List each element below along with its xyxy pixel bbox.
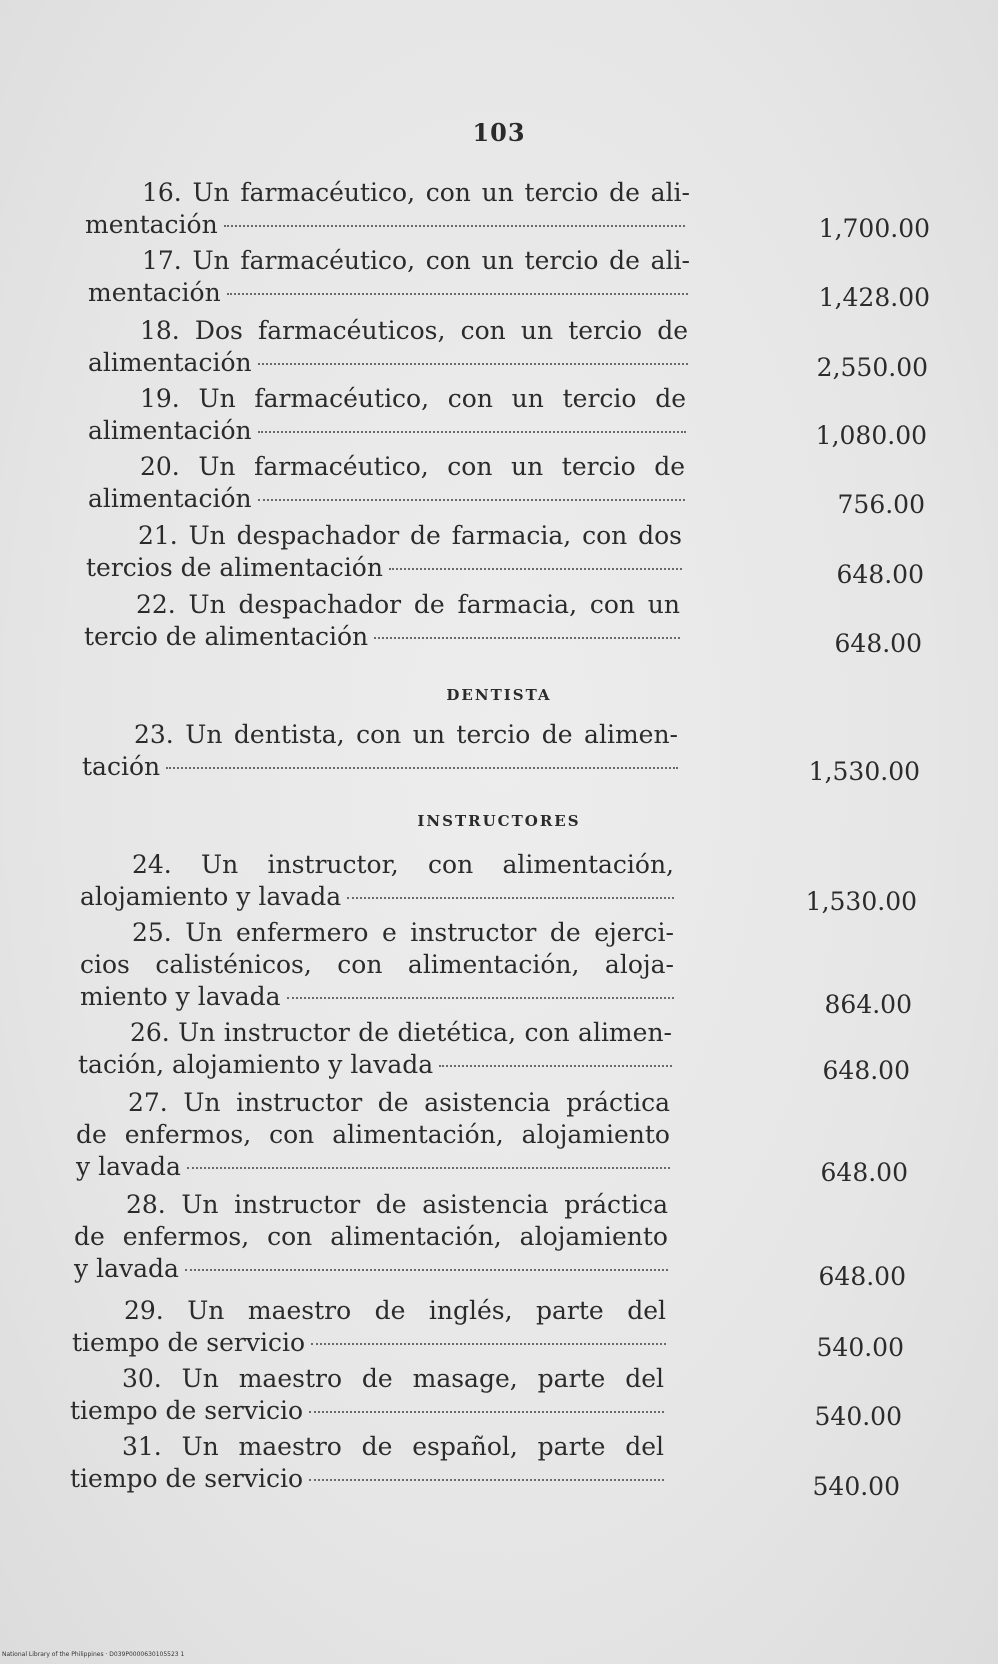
entry-text-line: tiempo de servicio: [70, 1464, 304, 1493]
dot-leader: [227, 293, 688, 295]
entry-amount: 648.00: [834, 629, 922, 658]
entry-text-line: 21. Un despachador de farmacia, con dos: [138, 521, 682, 550]
dot-leader: [166, 767, 678, 769]
entry-amount: 1,080.00: [815, 421, 927, 450]
entry-last-line: [70, 1396, 664, 1426]
dot-leader: [347, 897, 674, 899]
entry-text-line: 24. Un instructor, con alimentación,: [132, 850, 674, 879]
entry-last-line: [88, 416, 686, 446]
footer-credit: National Library of the Philippines · D039P0000630105523 1: [2, 1651, 185, 1658]
entry-amount: 648.00: [836, 560, 924, 589]
entry-amount: 648.00: [818, 1262, 906, 1291]
entry-amount: 756.00: [837, 490, 925, 519]
entry-text-line: tiempo de servicio: [72, 1328, 306, 1357]
entry-amount: 1,700.00: [818, 214, 930, 243]
dot-leader: [258, 499, 685, 501]
section-heading-instructores: INSTRUCTORES: [417, 812, 581, 830]
dot-leader: [185, 1269, 668, 1271]
entry-amount: 2,550.00: [816, 353, 928, 382]
entry-text-line: mentación: [88, 278, 221, 307]
entry-text-line: miento y lavada: [80, 982, 281, 1011]
dot-leader: [187, 1167, 670, 1169]
dot-leader: [311, 1343, 666, 1345]
section-heading-dentista: DENTISTA: [446, 686, 552, 704]
entry-text-line: 22. Un despachador de farmacia, con un: [136, 590, 680, 619]
dot-leader: [309, 1479, 664, 1481]
entry-last-line: [85, 210, 685, 240]
entry-text-line: 28. Un instructor de asistencia práctica: [126, 1190, 668, 1219]
dot-leader: [439, 1065, 672, 1067]
entry-text-line: alimentación: [88, 484, 252, 513]
entry-text-line: 26. Un instructor de dietética, con alimen-: [130, 1018, 672, 1047]
entry-last-line: [84, 622, 680, 652]
entry-amount: 540.00: [812, 1472, 900, 1501]
entry-last-line: [88, 348, 688, 378]
entry-text-line: alojamiento y lavada: [80, 882, 342, 911]
entry-text-line: de enfermos, con alimentación, alojamiento: [74, 1222, 668, 1251]
entry-last-line: [74, 1254, 668, 1284]
entry-text-line: alimentación: [88, 416, 252, 445]
entry-amount: 1,530.00: [808, 757, 920, 786]
dot-leader: [389, 568, 682, 570]
entry-last-line: [70, 1464, 664, 1494]
dot-leader: [258, 363, 688, 365]
entry-last-line: [72, 1328, 666, 1358]
entry-text-line: 30. Un maestro de masage, parte del: [122, 1364, 664, 1393]
entry-amount: 1,530.00: [805, 887, 917, 916]
entry-amount: 540.00: [816, 1333, 904, 1362]
entry-last-line: [88, 484, 685, 514]
entry-text-line: tiempo de servicio: [70, 1396, 304, 1425]
entry-text-line: 20. Un farmacéutico, con un tercio de: [140, 452, 685, 481]
dot-leader: [224, 225, 685, 227]
dot-leader: [287, 997, 674, 999]
entry-text-line: 23. Un dentista, con un tercio de alimen-: [134, 720, 678, 749]
entry-amount: 1,428.00: [818, 283, 930, 312]
entry-amount: 648.00: [822, 1056, 910, 1085]
entry-text-line: tercio de alimentación: [84, 622, 369, 651]
entry-amount: 540.00: [814, 1402, 902, 1431]
entry-text-line: 17. Un farmacéutico, con un tercio de ali-: [142, 246, 690, 275]
entry-text-line: 27. Un instructor de asistencia práctica: [128, 1088, 670, 1117]
entry-text-line: alimentación: [88, 348, 252, 377]
entry-text-line: 19. Un farmacéutico, con un tercio de: [140, 384, 686, 413]
dot-leader: [309, 1411, 664, 1413]
entry-text-line: y lavada: [74, 1254, 179, 1283]
entry-last-line: [80, 882, 674, 912]
entry-last-line: [88, 278, 688, 308]
entry-amount: 864.00: [824, 990, 912, 1019]
entry-last-line: [76, 1152, 670, 1182]
entry-text-line: 25. Un enfermero e instructor de ejerci-: [132, 918, 674, 947]
entry-text-line: 29. Un maestro de inglés, parte del: [124, 1296, 666, 1325]
dot-leader: [374, 637, 680, 639]
entry-last-line: [82, 752, 678, 782]
entry-text-line: 18. Dos farmacéuticos, con un tercio de: [140, 316, 688, 345]
entry-amount: 648.00: [820, 1158, 908, 1187]
entry-text-line: de enfermos, con alimentación, alojamiento: [76, 1120, 670, 1149]
entry-text-line: tercios de alimentación: [86, 553, 383, 582]
dot-leader: [258, 431, 686, 433]
entry-text-line: cios calisténicos, con alimentación, aloja-: [80, 950, 674, 979]
entry-text-line: tación: [82, 752, 161, 781]
entry-last-line: [80, 982, 674, 1012]
entry-text-line: mentación: [85, 210, 218, 239]
entry-last-line: [78, 1050, 672, 1080]
entry-text-line: 16. Un farmacéutico, con un tercio de ali-: [142, 178, 690, 207]
entry-text-line: y lavada: [76, 1152, 181, 1181]
entry-last-line: [86, 553, 682, 583]
entry-text-line: tación, alojamiento y lavada: [78, 1050, 434, 1079]
page-number: 103: [472, 118, 526, 147]
entry-text-line: 31. Un maestro de español, parte del: [122, 1432, 664, 1461]
